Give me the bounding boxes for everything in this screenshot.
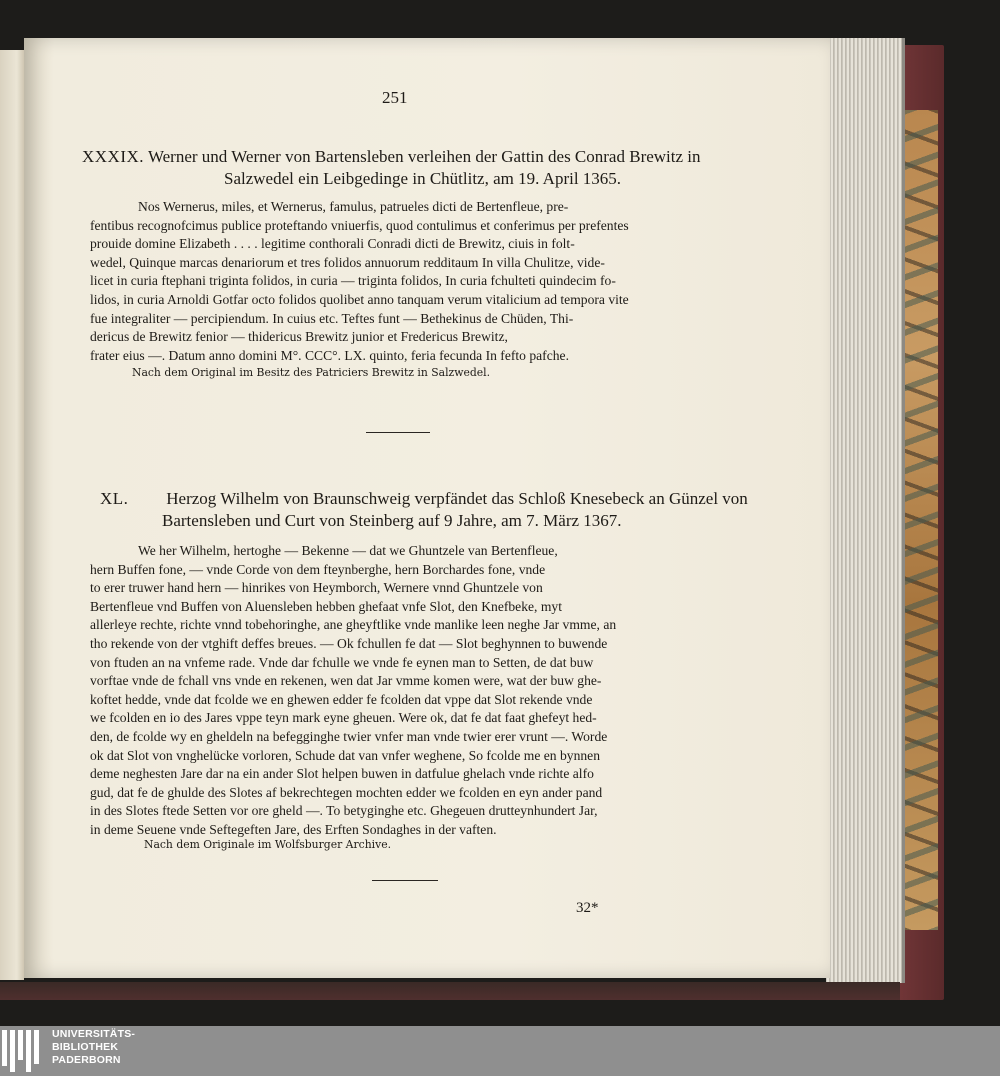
section-40-title-line1: Herzog Wilhelm von Braunschweig verpfändet das Schloß Knesebeck an Günzel von bbox=[166, 489, 748, 508]
section-39-line: frater eius —. Datum anno domini M°. CCC°. LX. quinto, feria fecunda In fefto pafche. bbox=[90, 347, 569, 363]
printer-signature-mark: 32* bbox=[576, 900, 599, 916]
library-name bbox=[52, 1028, 135, 1067]
section-40-line: allerleye rechte, richte vnnd tobehoringhe, ane gheyftlike vnde manlike leen neghe Jar vmme, an bbox=[90, 617, 617, 633]
library-footer-bar bbox=[0, 1026, 1000, 1076]
section-40-source-note: Nach dem Originale im Wolfsburger Archive. bbox=[144, 838, 392, 851]
section-40-line: vorftae vnde de fchall vns vnde en rekenen, wen dat Jar vmme komen were, wat der buw ghe- bbox=[90, 673, 602, 689]
marbled-endpaper bbox=[900, 110, 938, 930]
library-logo-icon bbox=[2, 1030, 46, 1072]
section-39-title-line1: Werner und Werner von Bartensleben verleihen der Gattin des Conrad Brewitz in bbox=[147, 147, 701, 166]
library-name-line1: UNIVERSITÄTS- bbox=[52, 1028, 136, 1040]
section-40-line: ok dat Slot von vnghelücke vorloren, Schude dat van vnfer weghene, So fcolde me en bynnen bbox=[90, 747, 601, 763]
section-40-line: We her Wilhelm, hertoghe — Bekenne — dat we Ghuntzele van Bertenfleue, bbox=[138, 543, 558, 558]
book-bottom-edge bbox=[0, 982, 900, 1000]
section-39-line: wedel, Quinque marcas denariorum et tres folidos annuorum redditaum In villa Chulitze, vide- bbox=[90, 254, 605, 270]
section-40-line: we fcolden en io des Jares vppe teyn mark eyne gheuen. Were ok, dat fe dat faat ghefeyt hed- bbox=[90, 710, 597, 726]
section-40-title-line2: Bartensleben und Curt von Steinberg auf 9 Jahre, am 7. März 1367. bbox=[162, 511, 622, 530]
section-40-line: in des Slotes ftede Setten vor ore gheld —. To betyginghe etc. Ghegeuen drutteynhundert Jar, bbox=[90, 803, 598, 819]
section-39-line: fentibus recognofcimus publice proteftando vniuerfis, quod contulimus et conferimus per prefentes bbox=[90, 217, 629, 233]
section-39-line: Nos Wernerus, miles, et Wernerus, famulus, patrueles dicti de Bertenfleue, pre- bbox=[138, 199, 569, 214]
library-name-line3: PADERBORN bbox=[52, 1054, 121, 1066]
library-name-line2: BIBLIOTHEK bbox=[52, 1041, 119, 1053]
section-40-line: von ftuden an na vnfeme rade. Vnde dar fchulle we vnde fe eynen man to Setten, de dat buw bbox=[90, 654, 594, 670]
section-39-line: fue integraliter — percipiendum. In cuius etc. Teftes funt — Bethekinus de Chüden, Thi- bbox=[90, 310, 574, 326]
section-40-body bbox=[90, 542, 742, 840]
section-39-source-note: Nach dem Original im Besitz des Patriciers Brewitz in Salzwedel. bbox=[132, 366, 491, 379]
section-39-line: lidos, in curia Arnoldi Gotfar octo folidos quolibet anno tanquam verum vitalicium ad tempora vite bbox=[90, 291, 629, 307]
section-40-line: den, de fcolde wy en gheldeln na befegginghe twier vnfer man vnde twier erer vrunt —. Worde bbox=[90, 728, 608, 744]
section-39-number: XXXIX. bbox=[82, 147, 145, 166]
left-page-edge bbox=[0, 50, 24, 980]
section-40-number: XL. bbox=[100, 489, 129, 508]
section-40-line: in deme Seuene vnde Seftegeften Jare, des Erften Sondaghes in der vaften. bbox=[90, 821, 497, 837]
section-40-line: deme neghesten Jare dar na ein ander Slot helpen buwen in datfulue ghelach vnde richte alfo bbox=[90, 766, 594, 782]
section-40-heading bbox=[82, 488, 748, 532]
section-39-title-line2: Salzwedel ein Leibgedinge in Chütlitz, am 19. April 1365. bbox=[224, 169, 622, 188]
section-40-line: koftet hedde, vnde dat fcolde we en ghewen edder fe fcolden dat vppe dat Slot rekende vnde bbox=[90, 691, 593, 707]
section-39-body bbox=[90, 198, 742, 365]
section-40-line: Bertenfleue vnd Buffen von Aluensleben hebben ghefaat vnfe Slot, den Knefbeke, myt bbox=[90, 598, 562, 614]
section-divider bbox=[366, 432, 430, 433]
section-40-line: hern Buffen fone, — vnde Corde von dem fteynberghe, hern Borchardes fone, vnde bbox=[90, 561, 546, 577]
section-39-heading bbox=[82, 146, 701, 190]
section-39-line: licet in curia ftephani triginta folidos, in curia — triginta folidos, In curia fchulteti quindecim fo- bbox=[90, 273, 616, 289]
section-40-line: gud, dat fe de ghulde des Slotes af bekrechtegen mochten edder we fcolden en eyn ander pand bbox=[90, 784, 603, 800]
section-40-line: tho rekende von der vtghift deffes breues. — Ok fchullen fe dat — Slot beghynnen to buwende bbox=[90, 635, 608, 651]
end-divider bbox=[372, 880, 438, 881]
page-block-edges bbox=[826, 38, 905, 983]
right-page bbox=[24, 38, 830, 978]
section-39-line: dericus de Brewitz fenior — thidericus Brewitz junior et Fredericus Brewitz, bbox=[90, 329, 508, 345]
section-39-line: prouide domine Elizabeth . . . . legitime conthorali Conradi dicti de Brewitz, ciuis in folt- bbox=[90, 236, 575, 252]
section-40-line: to erer truwer hand hern — hinrikes von Heymborch, Wernere vnnd Ghuntzele von bbox=[90, 580, 543, 596]
page-number: 251 bbox=[382, 88, 408, 107]
